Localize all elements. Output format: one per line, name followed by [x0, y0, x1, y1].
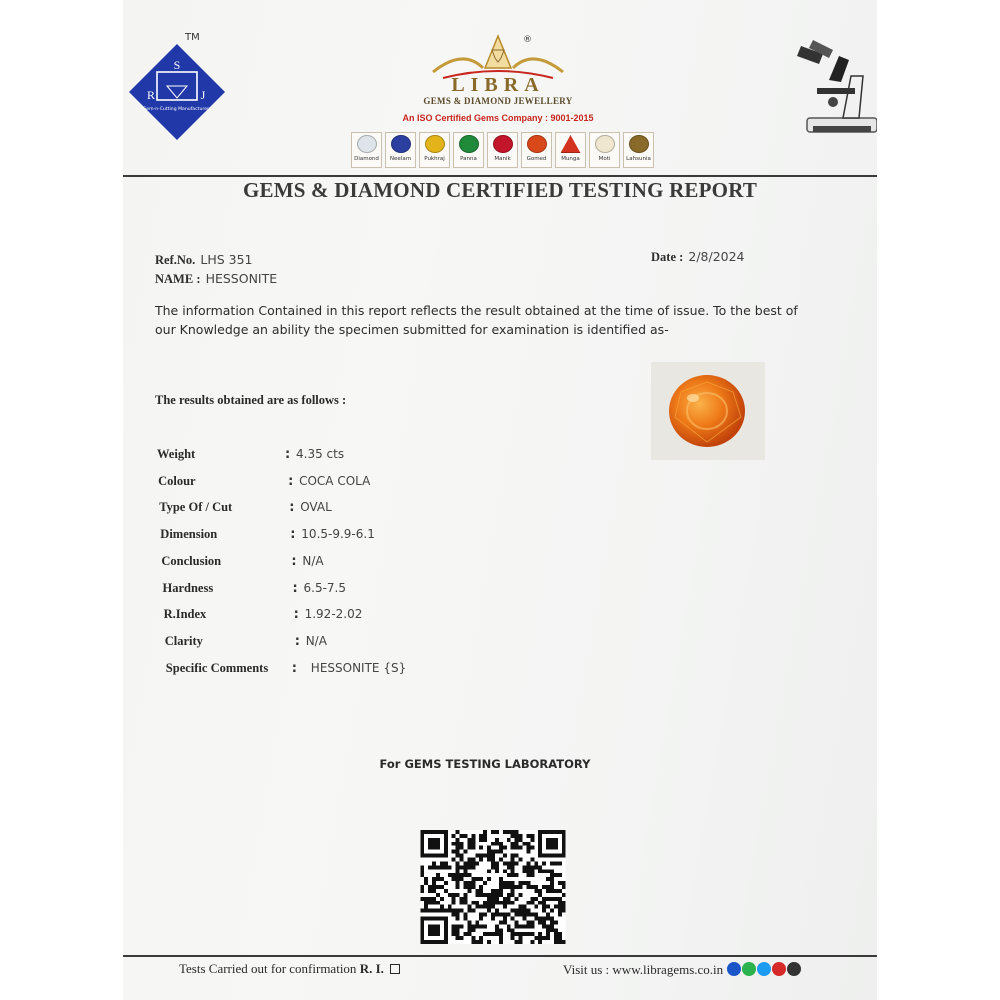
result-colon: : — [291, 660, 297, 676]
libra-brand-subtitle: GEMS & DIAMOND JEWELLERY — [423, 96, 573, 106]
gemstone-photo — [651, 362, 765, 460]
result-label: Colour — [158, 473, 196, 488]
result-label: R.Index — [163, 607, 207, 622]
result-colon: : — [291, 553, 297, 569]
date-label: Date : — [651, 250, 684, 264]
result-label: Hardness — [162, 580, 214, 595]
gem-lahsunia-icon — [623, 132, 654, 168]
result-value: OVAL — [300, 500, 332, 515]
specimen-name — [155, 268, 277, 287]
result-colon: : — [293, 607, 299, 623]
gem-moti-icon — [589, 132, 620, 168]
result-value: COCA COLA — [299, 473, 371, 488]
gem-munga-icon — [555, 132, 586, 168]
info-paragraph: The information Contained in this report reflects the result obtained at the time of issue. To the best of our Knowledge an ability the specimen submitted for examination is identified as- — [155, 303, 798, 337]
result-label: Clarity — [164, 633, 203, 648]
result-colon: : — [285, 447, 291, 462]
result-colon: : — [294, 633, 300, 649]
footer-website-text: Visit us : www.libragems.co.in — [563, 962, 724, 977]
gem-stone-swatch — [357, 135, 377, 153]
result-value: 10.5-9.9-6.1 — [301, 527, 375, 542]
gem-stone-swatch — [425, 135, 445, 153]
gem-stone-swatch — [561, 135, 581, 153]
qr-code — [419, 830, 567, 944]
gem-neelam-icon — [385, 132, 416, 168]
result-colon: : — [290, 527, 296, 543]
gem-name-label: Pukhraj — [424, 156, 445, 162]
gem-name-label: Panna — [460, 156, 477, 162]
srj-trademark: TM — [185, 32, 200, 43]
youtube-icon[interactable] — [772, 962, 786, 976]
certificate-paper — [123, 0, 877, 1000]
ref-number — [155, 249, 253, 268]
srj-letter-s: S — [173, 58, 181, 72]
footer-website — [563, 962, 801, 978]
gem-stone-swatch — [459, 135, 479, 153]
result-value: N/A — [305, 633, 327, 648]
result-value: HESSONITE {S} — [310, 660, 407, 675]
twitter-icon[interactable] — [757, 962, 771, 976]
libra-brand-name: LIBRA — [451, 74, 545, 96]
gem-name-label: Gomed — [526, 156, 547, 162]
gem-pukhraj-icon — [419, 132, 450, 168]
gem-name-label: Lahsunia — [626, 156, 651, 162]
gem-stone-swatch — [629, 135, 649, 153]
footer-ri: R. I. — [359, 961, 384, 976]
microscope-icon — [793, 36, 877, 140]
result-label: Dimension — [160, 527, 218, 542]
header-rule — [123, 175, 877, 177]
srj-logo — [127, 42, 227, 142]
result-value: 4.35 cts — [296, 447, 345, 461]
whatsapp-icon[interactable] — [742, 962, 756, 976]
gem-stone-swatch — [391, 135, 411, 153]
gem-name-label: Neelam — [389, 156, 412, 162]
gem-diamond-icon — [351, 132, 382, 168]
gem-stone-swatch — [595, 135, 615, 153]
srj-caption: Gem-n-Cutting Manufacturers — [142, 107, 212, 112]
result-value: N/A — [302, 553, 324, 568]
gem-name-label: Munga — [561, 156, 580, 162]
result-label: Conclusion — [161, 553, 222, 568]
facebook-icon[interactable] — [727, 962, 741, 976]
srj-letter-r: R — [146, 88, 156, 102]
date-value: 2/8/2024 — [688, 249, 745, 264]
gem-name-label: Manik — [494, 156, 511, 162]
result-colon: : — [289, 500, 295, 516]
footer-confirmation — [179, 961, 400, 977]
gem-stone-swatch — [527, 135, 547, 153]
footer-rule — [123, 955, 877, 957]
results-heading: The results obtained are as follows : — [155, 393, 347, 407]
name-label: NAME : — [155, 272, 201, 286]
result-value: 1.92-2.02 — [304, 607, 363, 622]
report-title: GEMS & DIAMOND CERTIFIED TESTING REPORT — [242, 178, 758, 202]
report-date — [651, 246, 745, 265]
gem-name-label: Moti — [598, 156, 611, 162]
checkbox-icon — [390, 964, 400, 974]
ref-value: LHS 351 — [200, 252, 253, 267]
footer-left-text: Tests Carried out for confirmation — [179, 961, 357, 976]
result-value: 6.5-7.5 — [303, 580, 346, 595]
gem-panna-icon — [453, 132, 484, 168]
result-label: Weight — [157, 447, 196, 461]
gem-stone-swatch — [493, 135, 513, 153]
gem-name-label: Diamond — [354, 156, 379, 162]
result-colon: : — [288, 473, 294, 489]
lab-signature-line: For GEMS TESTING LABORATORY — [379, 757, 591, 771]
result-label: Type Of / Cut — [159, 500, 233, 515]
registered-mark: ® — [523, 35, 532, 45]
gem-manik-icon — [487, 132, 518, 168]
iso-certification-line: An ISO Certified Gems Company : 9001-2015 — [402, 113, 594, 123]
result-label: Specific Comments — [165, 660, 269, 675]
gem-icon-row — [351, 132, 661, 170]
name-value: HESSONITE — [205, 271, 278, 286]
ref-label: Ref.No. — [155, 253, 196, 267]
result-colon: : — [292, 580, 298, 596]
srj-letter-j: J — [200, 88, 206, 102]
gem-gomed-icon — [521, 132, 552, 168]
instagram-icon[interactable] — [787, 962, 801, 976]
social-icons — [726, 962, 801, 977]
